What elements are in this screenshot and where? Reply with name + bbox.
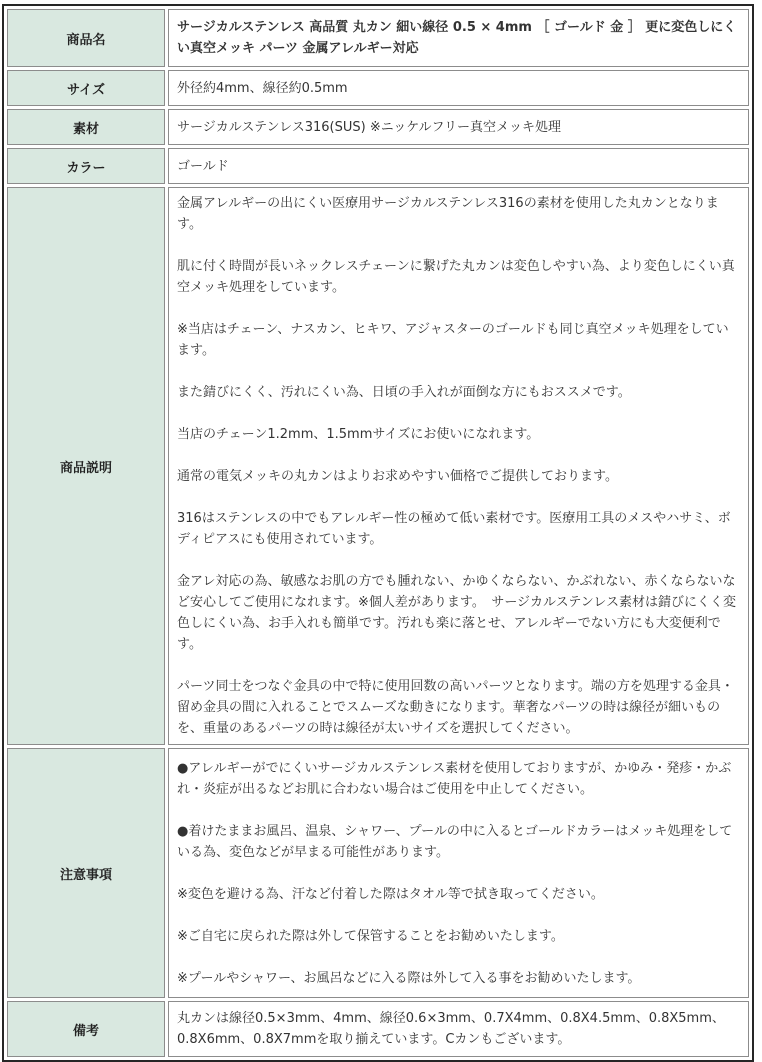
spec-label-description: 商品説明: [7, 187, 165, 745]
spec-paragraph: ●着けたままお風呂、温泉、シャワー、プールの中に入るとゴールドカラーはメッキ処理をしている為、変色などが早まる可能性があります。: [177, 823, 733, 860]
spec-row-size: [7, 70, 749, 106]
spec-paragraph: ゴールド: [177, 158, 229, 174]
spec-row-description: [7, 187, 749, 745]
spec-row-material: [7, 109, 749, 145]
spec-row-cautions: [7, 748, 749, 998]
spec-label-remarks: 備考: [7, 1001, 165, 1057]
spec-label-cautions: 注意事項: [7, 748, 165, 998]
spec-value-description: [168, 187, 749, 745]
spec-paragraph: ※当店はチェーン、ナスカン、ヒキワ、アジャスターのゴールドも同じ真空メッキ処理をしています。: [177, 322, 729, 358]
spec-paragraph: ※変色を避ける為、汗など付着した際はタオル等で拭き取ってください。: [177, 886, 604, 902]
spec-paragraph: 当店のチェーン1.2mm、1.5mmサイズにお使いになれます。: [177, 427, 540, 442]
spec-label-material: 素材: [7, 109, 165, 145]
spec-value-product-name: [168, 9, 749, 67]
spec-value-cautions: [168, 748, 749, 998]
spec-row-remarks: [7, 1001, 749, 1057]
spec-paragraph: サージカルステンレス316(SUS) ※ニッケルフリー真空メッキ処理: [177, 119, 562, 135]
spec-paragraph: 丸カンは線径0.5×3mm、4mm、線径0.6×3mm、0.7X4mm、0.8X4.5mm、0.8X5mm、0.8X6mm、0.8X7mmを取り揃えています。Cカンもございます。: [177, 1011, 725, 1047]
spec-paragraph: 通常の電気メッキの丸カンはよりお求めやすい価格でご提供しております。: [177, 469, 618, 484]
spec-paragraph: サージカルステンレス 高品質 丸カン 細い線径 0.5 × 4mm ［ ゴールド 金 ］ 更に変色しにくい真空メッキ パーツ 金属アレルギー対応: [177, 20, 737, 56]
spec-paragraph: 金属アレルギーの出にくい医療用サージカルステンレス316の素材を使用した丸カンとなります。: [177, 196, 719, 232]
spec-paragraph: ●アレルギーがでにくいサージカルステンレス素材を使用しておりますが、かゆみ・発疹・かぶれ・炎症が出るなどお肌に合わない場合はご使用を中止してください。: [177, 760, 732, 797]
spec-paragraph: ※プールやシャワー、お風呂などに入る際は外して入る事をお勧めいたします。: [177, 970, 641, 986]
spec-paragraph: パーツ同士をつなぐ金具の中で特に使用回数の高いパーツとなります。端の方を処理する金具・留め金具の間に入れることでスムーズな動きになります。華奢なパーツの時は線径が細いものを、重量のあるパーツの時は線径が太いサイズを選択してください。: [177, 679, 734, 736]
spec-value-size: [168, 70, 749, 106]
spec-value-remarks: [168, 1001, 749, 1057]
spec-row-color: [7, 148, 749, 184]
spec-paragraph: また錆びにくく、汚れにくい為、日頃の手入れが面倒な方にもおススメです。: [177, 385, 631, 400]
spec-paragraph: ※ご自宅に戻られた際は外して保管することをお勧めいたします。: [177, 928, 564, 944]
spec-label-product-name: 商品名: [7, 9, 165, 67]
spec-paragraph: 肌に付く時間が長いネックレスチェーンに繋げた丸カンは変色しやすい為、より変色しにくい真空メッキ処理をしています。: [177, 259, 735, 295]
spec-paragraph: 金アレ対応の為、敏感なお肌の方でも腫れない、かゆくならない、かぶれない、赤くならないなど安心してご使用になれます。※個人差があります。 サージカルステンレス素材は錆びにくく変色しにくい為、お手入れも簡単です。汚れも楽に落とせ、アレルギーでない方にも大変便利です。: [177, 574, 737, 652]
spec-row-product-name: [7, 9, 749, 67]
spec-label-size: サイズ: [7, 70, 165, 106]
spec-value-material: [168, 109, 749, 145]
spec-paragraph: 316はステンレスの中でもアレルギー性の極めて低い素材です。医療用工具のメスやハサミ、ボディピアスにも使用されています。: [177, 511, 731, 547]
spec-paragraph: 外径約4mm、線径約0.5mm: [177, 80, 348, 96]
spec-value-color: [168, 148, 749, 184]
product-spec-table: [2, 4, 754, 1062]
spec-label-color: カラー: [7, 148, 165, 184]
